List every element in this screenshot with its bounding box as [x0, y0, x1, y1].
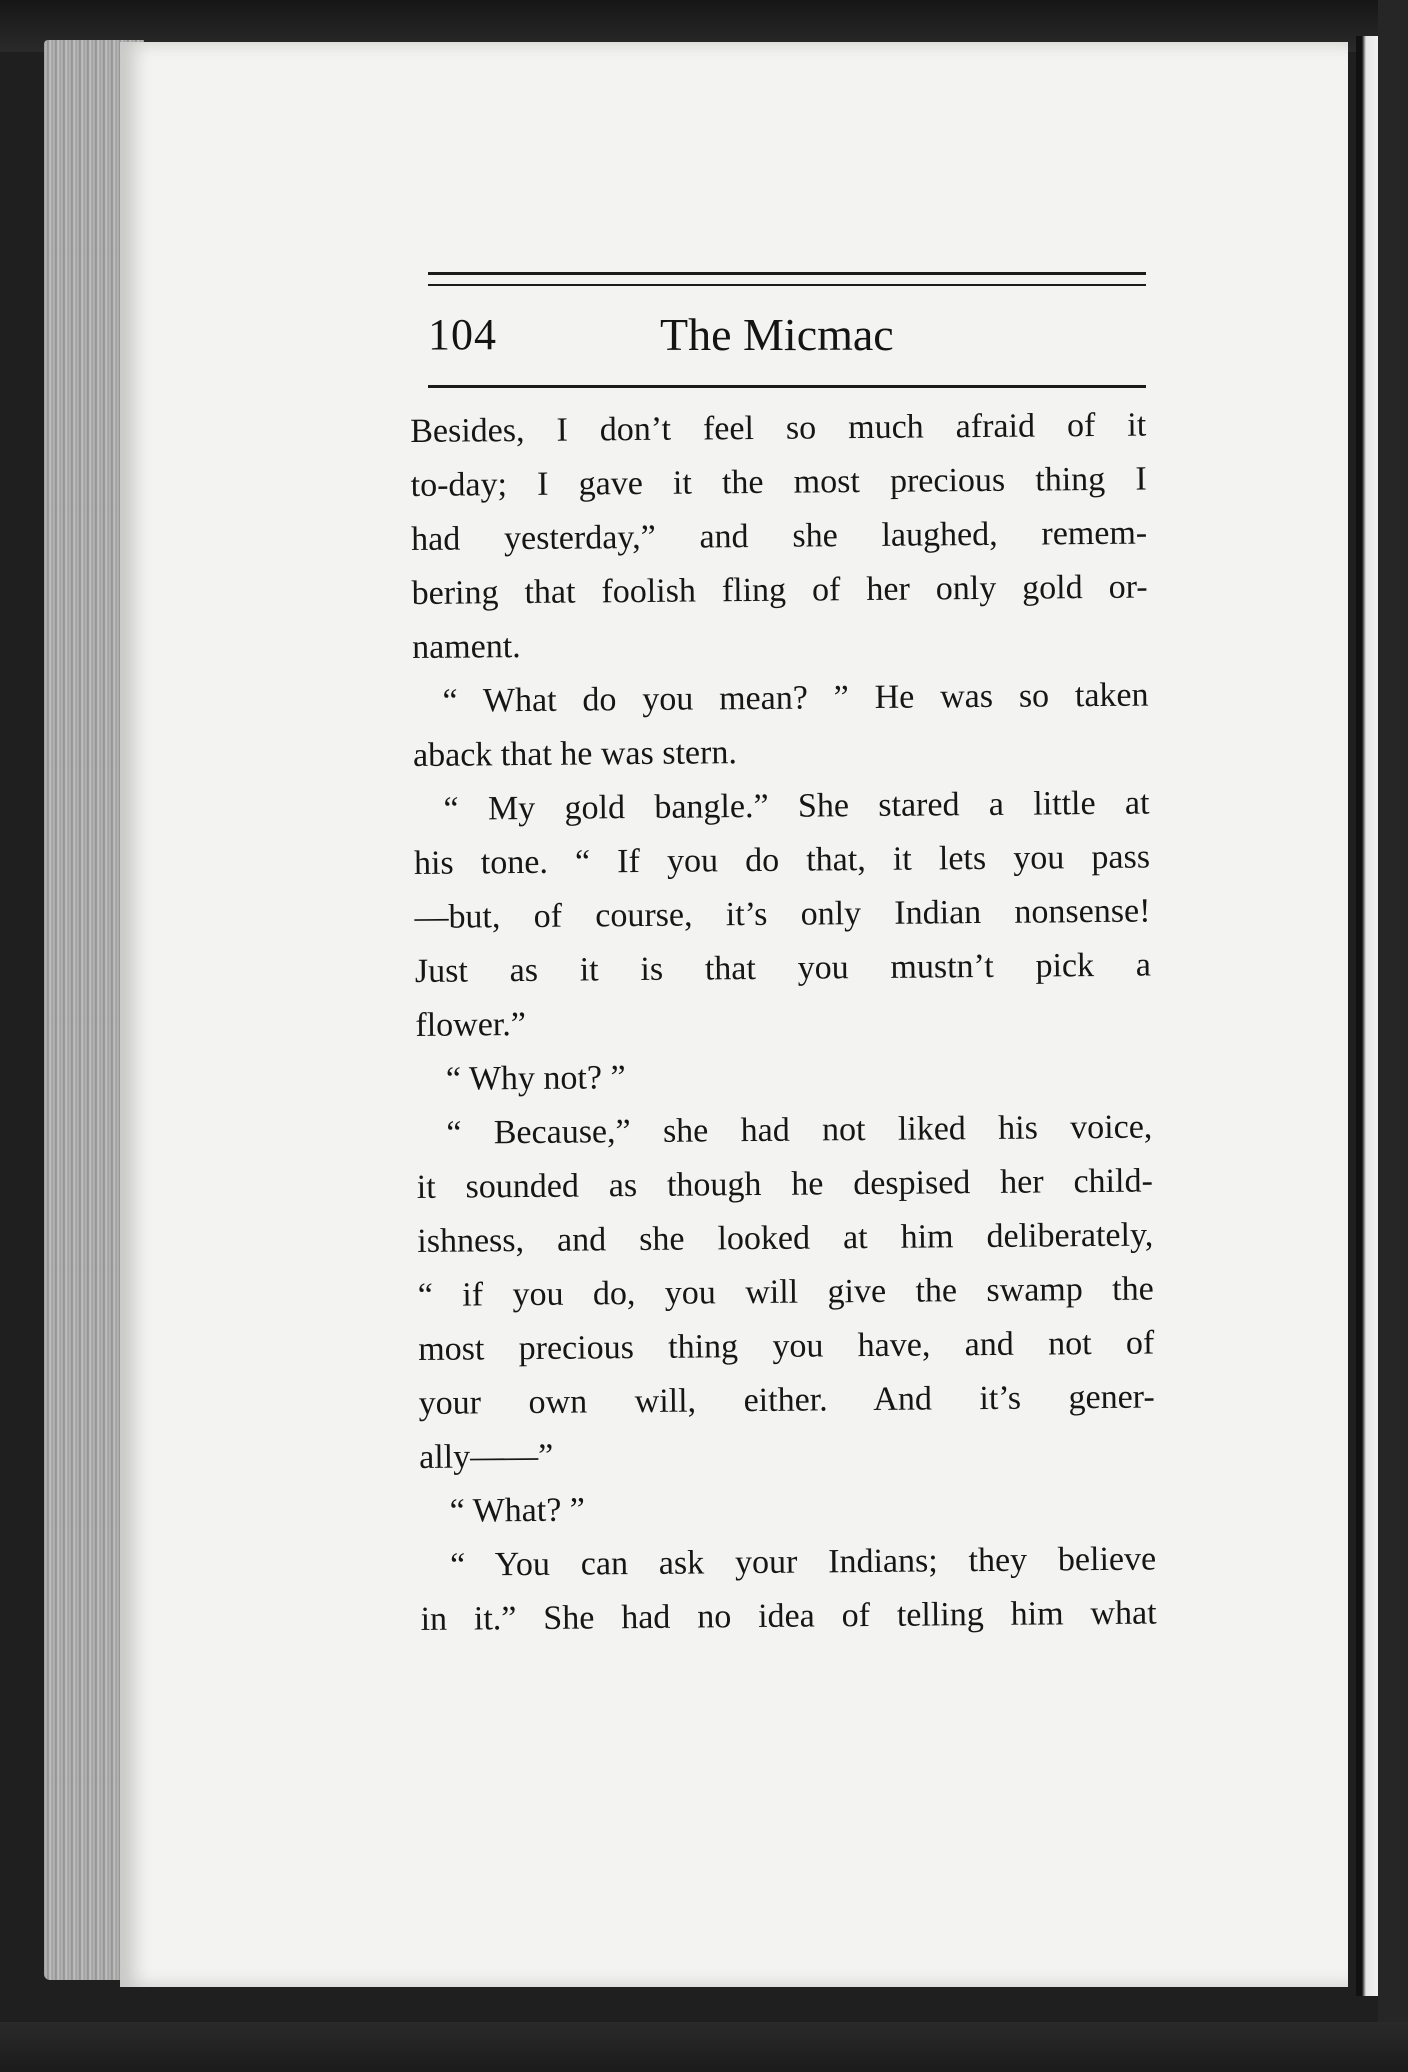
text-line: “ Because,” she had not liked his voice,: [446, 1108, 1153, 1152]
text-line: —but, of course, it’s only Indian nonsense!: [414, 892, 1151, 936]
text-line: “ What do you mean? ” He was so taken: [442, 676, 1149, 720]
text-line: ishness, and she looked at him deliberately,: [417, 1216, 1154, 1260]
text-line: bering that foolish fling of her only gold or-: [411, 568, 1148, 612]
text-line: most precious thing you have, and not of: [418, 1324, 1155, 1368]
text-line: had yesterday,” and she laughed, remem-: [411, 514, 1148, 558]
text-line: Besides, I don’t feel so much afraid of it: [410, 406, 1147, 450]
running-head: [428, 300, 1146, 370]
text-line: “ You can ask your Indians; they believe: [449, 1540, 1157, 1584]
facing-page-edge: [1356, 36, 1378, 1996]
text-line: it sounded as though he despised her child-: [416, 1162, 1153, 1206]
scan-background-right: [1378, 0, 1408, 2072]
text-line: your own will, either. And it’s gener-: [418, 1378, 1155, 1422]
text-line: nament.: [411, 628, 521, 666]
text-line: “ My gold bangle.” She stared a little at: [443, 784, 1150, 828]
text-line: aback that he was stern.: [412, 734, 738, 774]
text-line: his tone. “ If you do that, it lets you pass: [413, 838, 1151, 882]
text-line: flower.”: [415, 1006, 527, 1044]
text-line: “ Why not? ”: [445, 1059, 626, 1098]
header-rule-top: [428, 272, 1146, 275]
header-rule-top-thin: [428, 284, 1146, 286]
text-line: Just as it is that you mustn’t pick a: [414, 946, 1152, 990]
book-title: The Micmac: [660, 309, 894, 360]
scan-background-bottom: [0, 2022, 1408, 2072]
text-line: “ What? ”: [449, 1491, 586, 1530]
body-text: [410, 399, 1157, 1647]
text-line: in it.” She had no idea of telling him what: [420, 1594, 1157, 1638]
header-rule-bottom: [428, 385, 1146, 388]
page-number: 104: [428, 310, 497, 359]
text-line: “ if you do, you will give the swamp the: [417, 1270, 1154, 1314]
text-line: ally——”: [419, 1437, 554, 1476]
text-line: to-day; I gave it the most precious thing I: [410, 460, 1147, 504]
